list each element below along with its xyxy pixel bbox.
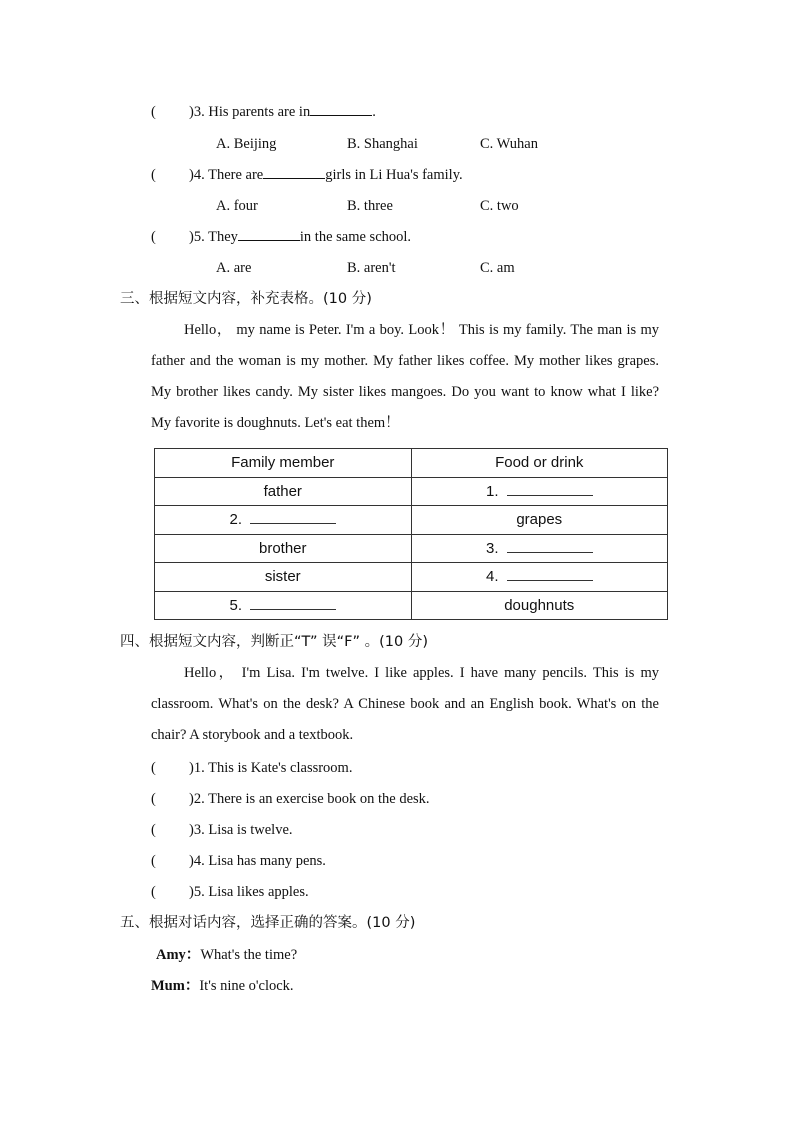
blank-number: 1. (485, 482, 499, 500)
section-3-passage (151, 315, 659, 439)
option-b: B. Shanghai (347, 136, 418, 152)
option-a: A. four (216, 198, 258, 214)
question-text: His parents are in (208, 104, 311, 120)
item-text: There is an exercise book on the desk. (208, 791, 430, 807)
question-text-end: girls in Li Hua's family. (325, 167, 463, 183)
option-c: C. Wuhan (480, 136, 538, 152)
option-c: C. two (480, 198, 519, 214)
section-4-passage (151, 658, 659, 751)
tf-item-5 (151, 883, 309, 901)
answer-paren[interactable]: ( (151, 760, 156, 776)
item-text: Lisa likes apples. (208, 884, 309, 900)
question-number: )3. (189, 104, 205, 120)
table-row (155, 591, 668, 620)
answer-paren[interactable]: ( (151, 822, 156, 838)
table-cell: sister (155, 563, 412, 592)
option-a: A. are (216, 260, 252, 276)
section-5-heading: 五、根据对话内容，选择正确的答案。(10 分) (120, 915, 416, 931)
question-4 (151, 166, 463, 184)
table-row (155, 477, 668, 506)
section-4-heading: 四、根据短文内容，判断正“T” 误“F” 。(10 分) (120, 634, 429, 650)
item-text: This is Kate's classroom. (208, 760, 353, 776)
answer-blank[interactable] (310, 103, 372, 116)
fill-blank[interactable] (250, 597, 336, 610)
answer-paren[interactable]: ( (151, 791, 156, 807)
answer-paren[interactable]: ( (151, 167, 156, 183)
table-row (155, 506, 668, 535)
question-number: )5. (189, 229, 205, 245)
passage-text: Hello， my name is Peter. I'm a boy. Look！ This is my family. The man is my father and the woman is my mother. My father likes coffee. My mother likes grapes. My brother likes candy. My sister likes mangoes. Do you want to know what I like? My favorite is doughnuts. Let's eat them！ (151, 322, 659, 431)
question-text: They (208, 229, 238, 245)
table-row (155, 563, 668, 592)
passage-text: Hello， I'm Lisa. I'm twelve. I like apples. I have many pencils. This is my classroom. What's on the desk? A Chinese book and an English book. What's on the chair? A storybook and a textbook. (151, 665, 659, 743)
item-number: )4. (189, 853, 205, 869)
dialog-line-amy (156, 946, 297, 964)
header-food-or-drink: Food or drink (411, 449, 668, 478)
option-c: C. am (480, 260, 515, 276)
dialog-line-mum (151, 977, 294, 995)
speaker-name: Mum： (151, 978, 200, 994)
table-cell-blank[interactable] (411, 563, 668, 592)
table-cell: brother (155, 534, 412, 563)
item-number: )3. (189, 822, 205, 838)
section-3-heading: 三、根据短文内容，补充表格。(10 分) (120, 291, 372, 307)
question-number: )4. (189, 167, 205, 183)
blank-number: 5. (229, 596, 242, 614)
dialog-text: What's the time? (200, 947, 298, 963)
option-b: B. three (347, 198, 393, 214)
answer-paren[interactable]: ( (151, 853, 156, 869)
blank-number: 4. (485, 568, 499, 586)
question-text: There are (208, 167, 264, 183)
answer-paren[interactable]: ( (151, 229, 156, 245)
option-a: A. Beijing (216, 136, 277, 152)
dialog-text: It's nine o'clock. (199, 978, 294, 994)
answer-blank[interactable] (238, 228, 300, 241)
tf-item-2 (151, 790, 430, 808)
tf-item-3 (151, 821, 293, 839)
table-cell-blank[interactable] (155, 506, 412, 535)
question-5 (151, 228, 411, 246)
answer-blank[interactable] (263, 166, 325, 179)
tf-item-1 (151, 759, 352, 777)
table-cell: grapes (411, 506, 668, 535)
blank-number: 2. (229, 511, 242, 529)
question-3 (151, 103, 376, 121)
item-number: )2. (189, 791, 205, 807)
table-cell-blank[interactable] (411, 477, 668, 506)
question-text-end: . (372, 104, 376, 120)
fill-blank[interactable] (250, 511, 336, 524)
speaker-name: Amy： (156, 947, 201, 963)
fill-blank[interactable] (507, 483, 593, 496)
item-text: Lisa is twelve. (208, 822, 293, 838)
blank-number: 3. (485, 539, 499, 557)
item-text: Lisa has many pens. (208, 853, 326, 869)
table-header-row (155, 449, 668, 478)
table-cell: doughnuts (411, 591, 668, 620)
answer-paren[interactable]: ( (151, 104, 156, 120)
answer-paren[interactable]: ( (151, 884, 156, 900)
table-cell-blank[interactable] (411, 534, 668, 563)
item-number: )1. (189, 760, 205, 776)
header-family-member: Family member (155, 449, 412, 478)
fill-blank[interactable] (507, 568, 593, 581)
option-b: B. aren't (347, 260, 396, 276)
table-cell-blank[interactable] (155, 591, 412, 620)
table-row (155, 534, 668, 563)
item-number: )5. (189, 884, 205, 900)
fill-blank[interactable] (507, 540, 593, 553)
tf-item-4 (151, 852, 326, 870)
family-food-table (154, 448, 668, 620)
question-text-end: in the same school. (299, 229, 412, 245)
table-cell: father (155, 477, 412, 506)
